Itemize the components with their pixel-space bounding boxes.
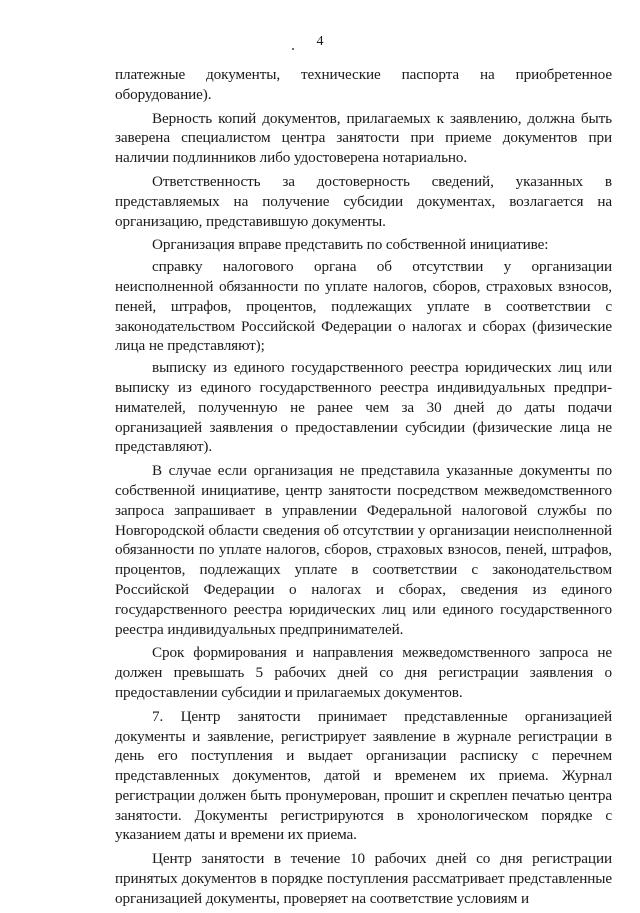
paragraph-continuation: платежные документы, технические паспорта на приобретенное оборудование). [115, 66, 612, 103]
paragraph-registry-extract: выписку из единого государственного реестра юридических лиц или выписку из единого государственного реестра индивидуальных предпринимателей, полученную не ранее чем за 30 дней до даты подачи организацией заявления о предоставлении субсидии (физические лица не представляют). [115, 359, 612, 456]
paragraph-interagency-request: В случае если организация не представила указанные документы по собственной инициативе, центр занятости посредством межведомственного запроса запрашивает в управлении Федеральной налоговой службы по Новгородской области сведения об отсутствии у организации неисполненной обязанности по уплате налогов, сборов, страховых взносов, пеней, штрафов, процентов, подлежащих уплате в соответствии с законодательством Российской Федерации о налогах и сборах, сведения из единого государственного реестра юридических лиц или единого государственного реестра индивидуальных предпринимателей. [115, 462, 612, 638]
paragraph-tax-certificate: справку налогового органа об отсутствии у организации неисполненной обязанности по уплате налогов, сборов, страховых взносов, пеней, штрафов, процентов, подлежащих уплате в соответствии с законодательством Российской Федерации о налогах и сборах (физические лица не представляют); [115, 258, 612, 355]
paragraph-own-initiative: Организация вправе представить по собственной инициативе: [152, 236, 549, 254]
scan-artifact-dot [292, 48, 294, 50]
paragraph-request-deadline: Срок формирования и направления межведомственного запроса не должен превышать 5 рабочих дней со дня регистрации заявления о предоставлении субсидии и прилагаемых документов. [115, 644, 612, 701]
paragraph-responsibility: Ответственность за достоверность сведений, указанных в представляемых на получение субсидии документах, возлагается на организацию, представившую документы. [115, 172, 612, 230]
paragraph-review-period: Центр занятости в течение 10 рабочих дней со дня регистрации принятых документов в порядке поступления рассматривает представленные организацией документы, проверяет на соответствие условиям и [115, 850, 612, 907]
paragraph-item-7-registration: 7. Центр занятости принимает представленные организацией документы и заявление, регистрирует заявление в журнале регистрации в день его поступления и выдает организации расписку с перечнем представленных документов, датой и временем их приема. Журнал регистрации должен быть пронумерован, прошит и скреплен печатью центра занятости. Документы регистрируются в хронологическом порядке с указанием даты и времени их приема. [115, 707, 612, 844]
page-number: 4 [316, 34, 324, 49]
paragraph-copies-verification: Верность копий документов, прилагаемых к заявлению, должна быть заверена специалистом центра занятости при приеме документов при наличии подлинников либо удостоверена нотариально. [115, 109, 612, 167]
document-body [115, 65, 612, 913]
